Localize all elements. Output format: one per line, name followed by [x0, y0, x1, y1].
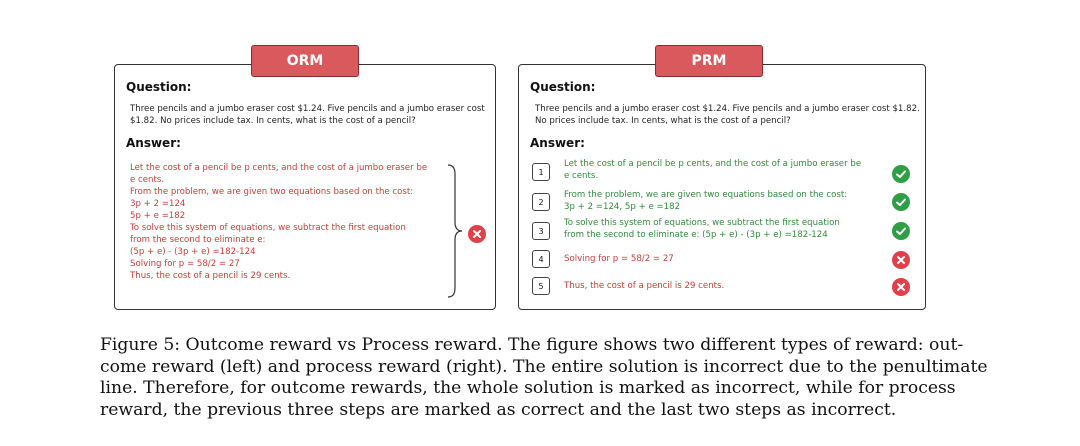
orm-answer-line: e cents. [130, 175, 165, 185]
orm-question-header: Question: [126, 80, 192, 94]
check-circle-icon [892, 193, 910, 211]
caption-line: line. Therefore, for outcome rewards, the whole solution is marked as incorrect, while for process [100, 378, 956, 398]
prm-question-header: Question: [530, 80, 596, 94]
check-circle-icon [892, 222, 910, 240]
step-line: Let the cost of a pencil be p cents, and the cost of a jumbo eraser be [564, 159, 862, 169]
orm-answer-line: To solve this system of equations, we subtract the first equation [130, 223, 406, 233]
x-circle-icon [468, 225, 486, 243]
orm-answer-header: Answer: [126, 136, 181, 150]
step-number: 3 [532, 222, 550, 240]
orm-question-line-2: $1.82. No prices include tax. In cents, what is the cost of a pencil? [130, 116, 416, 126]
step-line: Solving for p = 58/2 = 27 [564, 254, 674, 264]
orm-answer-line: Let the cost of a pencil be p cents, and the cost of a jumbo eraser be [130, 163, 428, 173]
step-line: To solve this system of equations, we subtract the first equation [564, 218, 840, 228]
x-circle-icon [892, 251, 910, 269]
caption-line: reward, the previous three steps are marked as correct and the last two steps as incorrect. [100, 399, 897, 420]
step-line: 3p + 2 =124, 5p + e =182 [564, 202, 681, 212]
orm-tag: ORM [251, 45, 359, 77]
orm-question-line-1: Three pencils and a jumbo eraser cost $1.24. Five pencils and a jumbo eraser cost [130, 104, 485, 114]
step-number: 5 [532, 277, 550, 295]
orm-answer-line: Thus, the cost of a pencil is 29 cents. [130, 271, 291, 281]
caption-line: Figure 5: Outcome reward vs Process reward. The figure shows two different types of reward: out- [100, 335, 964, 355]
curly-brace [446, 164, 466, 298]
step-line: Thus, the cost of a pencil is 29 cents. [564, 281, 725, 291]
orm-answer-line: from the second to eliminate e: [130, 235, 266, 245]
orm-answer-line: 3p + 2 =124 [130, 199, 186, 209]
prm-answer-header: Answer: [530, 136, 585, 150]
check-circle-icon [892, 165, 910, 183]
figure-caption [100, 335, 988, 421]
step-line: e cents. [564, 171, 599, 181]
orm-answer-line: 5p + e =182 [130, 211, 186, 221]
step-number: 4 [532, 250, 550, 268]
step-number: 1 [532, 163, 550, 181]
orm-answer-line: (5p + e) - (3p + e) =182-124 [130, 247, 256, 257]
orm-answer-line: From the problem, we are given two equations based on the cost: [130, 187, 414, 197]
orm-answer-line: Solving for p = 58/2 = 27 [130, 259, 240, 269]
prm-panel [518, 64, 926, 310]
prm-question-line-1: Three pencils and a jumbo eraser cost $1.24. Five pencils and a jumbo eraser cost $1.82. [535, 104, 920, 114]
prm-tag: PRM [655, 45, 763, 77]
caption-line: come reward (left) and process reward (right). The entire solution is incorrect due to the penultimate [100, 356, 988, 377]
x-circle-icon [892, 278, 910, 296]
step-line: From the problem, we are given two equations based on the cost: [564, 190, 848, 200]
step-number: 2 [532, 193, 550, 211]
step-line: from the second to eliminate e: (5p + e) - (3p + e) =182-124 [564, 230, 828, 240]
prm-question-line-2: No prices include tax. In cents, what is the cost of a pencil? [535, 116, 791, 126]
